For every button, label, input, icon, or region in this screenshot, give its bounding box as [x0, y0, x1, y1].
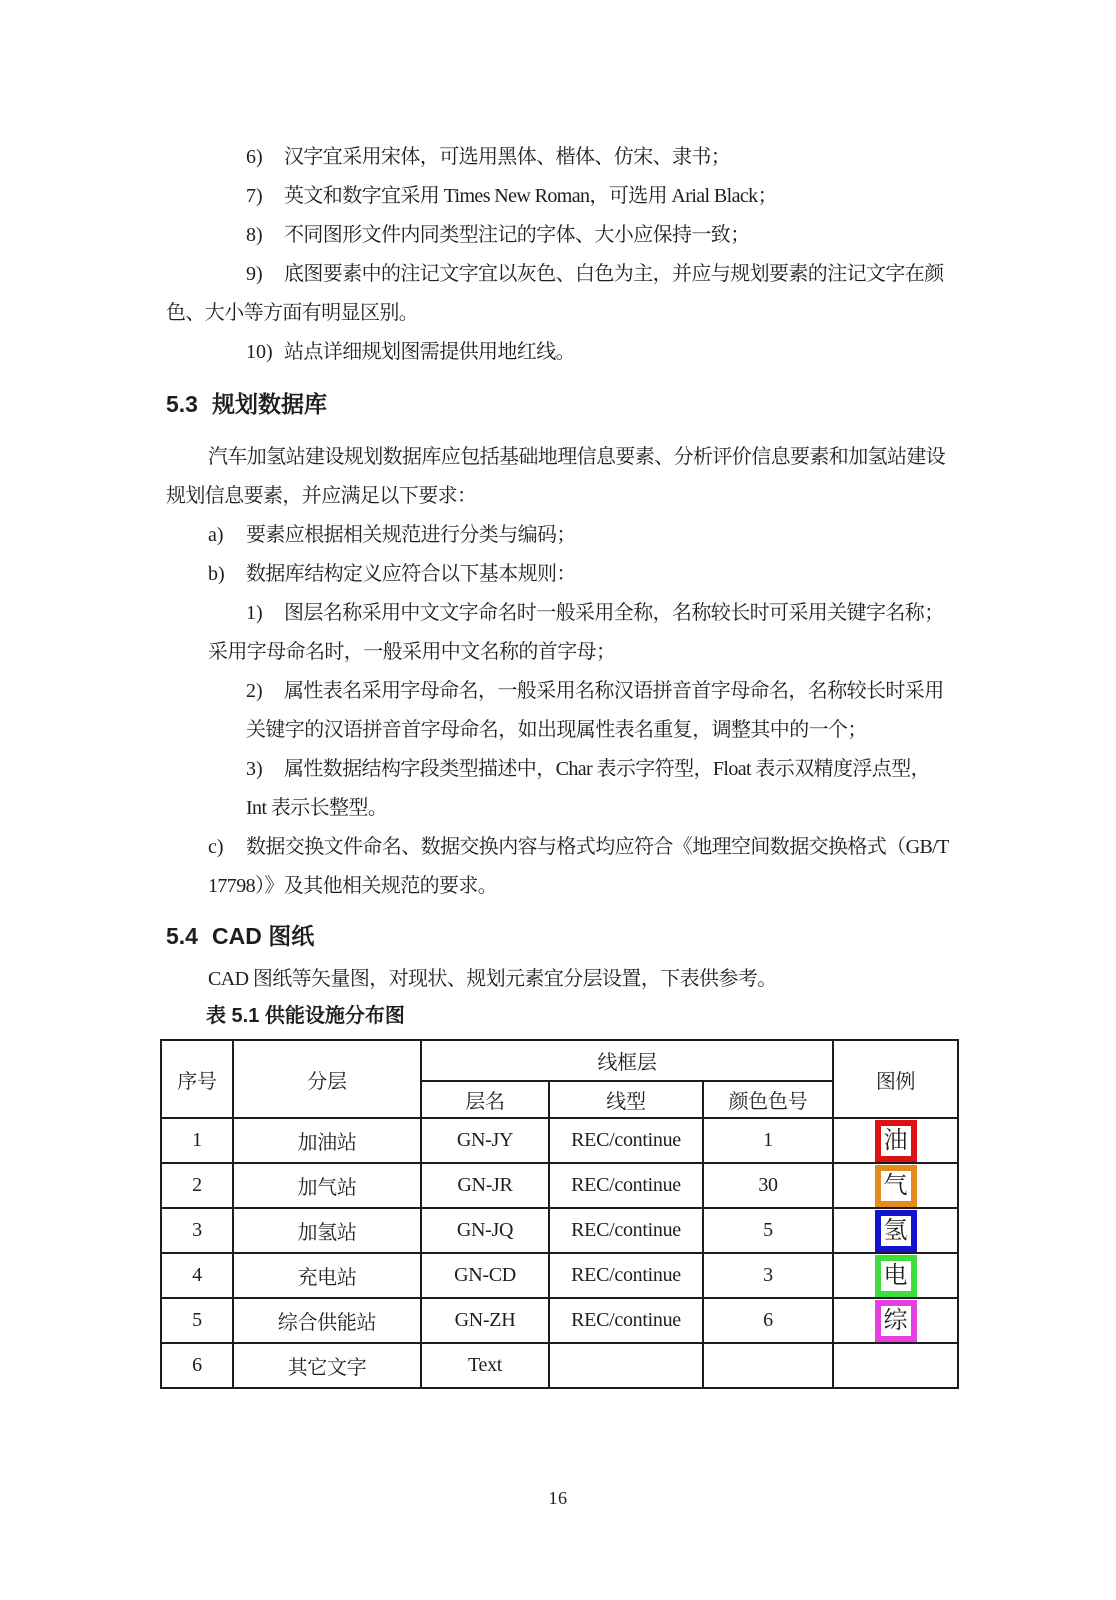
section-number: 5.4	[166, 923, 198, 949]
table-row	[161, 1253, 958, 1298]
cell-index: 1	[161, 1118, 233, 1163]
list-text: 不同图形文件内同类型注记的字体、大小应保持一致；	[284, 224, 750, 246]
list-item	[166, 516, 956, 555]
legend-swatch: 综	[875, 1300, 917, 1342]
cell-linetype: REC/continue	[549, 1298, 703, 1343]
cell-color-no: 30	[703, 1163, 833, 1208]
list-marker: 1)	[246, 602, 263, 624]
cell-layer: 综合供能站	[233, 1298, 421, 1343]
cell-layer: 加氢站	[233, 1208, 421, 1253]
header-cell-lineframe-group: 线框层	[421, 1040, 833, 1081]
cell-linetype	[549, 1343, 703, 1388]
section-5-3-body	[166, 438, 956, 906]
header-cell-linetype: 线型	[549, 1081, 703, 1118]
list-item	[166, 750, 956, 789]
list-item	[166, 828, 956, 867]
list-marker: a)	[208, 524, 224, 546]
list-item-continuation	[166, 711, 956, 750]
list-item	[166, 138, 956, 177]
cell-linetype: REC/continue	[549, 1208, 703, 1253]
page-number: 16	[548, 1488, 568, 1508]
header-cell-legend: 图例	[833, 1040, 958, 1118]
list-item	[166, 555, 956, 594]
section-title: 规划数据库	[211, 391, 327, 417]
list-marker: b)	[208, 563, 225, 585]
cell-index: 3	[161, 1208, 233, 1253]
list-item-continuation	[166, 294, 956, 333]
list-text: 色、大小等方面有明显区别。	[166, 302, 419, 324]
list-item	[166, 594, 956, 633]
list-text: 17798）》及其他相关规范的要求。	[208, 875, 498, 897]
cell-name: GN-ZH	[421, 1298, 549, 1343]
section-heading-5-3	[166, 389, 956, 419]
page-content	[166, 0, 956, 1389]
table-row	[161, 1298, 958, 1343]
header-cell-color-no: 颜色色号	[703, 1081, 833, 1118]
cell-index: 6	[161, 1343, 233, 1388]
cell-legend	[833, 1253, 958, 1298]
list-marker: 3)	[246, 758, 263, 780]
cell-color-no	[703, 1343, 833, 1388]
paragraph-line	[166, 438, 956, 477]
cell-index: 5	[161, 1298, 233, 1343]
cell-linetype: REC/continue	[549, 1118, 703, 1163]
list-text: 数据库结构定义应符合以下基本规则：	[246, 563, 576, 585]
paragraph-text: 规划信息要素，并应满足以下要求：	[166, 485, 477, 507]
list-6-10	[166, 138, 956, 372]
list-marker: c)	[208, 836, 224, 858]
cell-legend	[833, 1118, 958, 1163]
list-text: 数据交换文件命名、数据交换内容与格式均应符合《地理空间数据交换格式（GB/T	[246, 836, 949, 858]
list-text: 图层名称采用中文文字命名时一般采用全称，名称较长时可采用关键字名称；	[284, 602, 944, 624]
list-text: 站点详细规划图需提供用地红线。	[284, 341, 575, 363]
cell-color-no: 1	[703, 1118, 833, 1163]
cell-legend	[833, 1163, 958, 1208]
cell-name: GN-JY	[421, 1118, 549, 1163]
cell-index: 2	[161, 1163, 233, 1208]
list-marker: 10)	[246, 341, 273, 363]
list-text: 采用字母命名时，一般采用中文名称的首字母；	[208, 641, 616, 663]
list-text: 底图要素中的注记文字宜以灰色、白色为主，并应与规划要素的注记文字在颜	[284, 263, 944, 285]
paragraph-line	[166, 960, 956, 999]
cell-legend	[833, 1298, 958, 1343]
list-text: 属性表名采用字母命名，一般采用名称汉语拼音首字母命名，名称较长时采用	[284, 680, 944, 702]
list-text: 要素应根据相关规范进行分类与编码；	[246, 524, 576, 546]
section-heading-5-4	[166, 921, 956, 951]
list-marker: 2)	[246, 680, 263, 702]
cell-color-no: 5	[703, 1208, 833, 1253]
list-marker: 9)	[246, 263, 263, 285]
cell-name: GN-CD	[421, 1253, 549, 1298]
list-marker: 8)	[246, 224, 263, 246]
cell-linetype: REC/continue	[549, 1253, 703, 1298]
section-title: CAD 图纸	[211, 923, 315, 949]
cell-name: GN-JQ	[421, 1208, 549, 1253]
legend-swatch: 油	[875, 1120, 917, 1162]
list-item-continuation	[166, 867, 956, 906]
list-item-continuation	[166, 633, 956, 672]
legend-swatch: 氢	[875, 1210, 917, 1252]
paragraph-text: CAD 图纸等矢量图，对现状、规划元素宜分层设置，下表供参考。	[208, 968, 777, 990]
header-cell-name: 层名	[421, 1081, 549, 1118]
layer-table	[160, 1039, 959, 1389]
list-item	[166, 333, 956, 372]
list-item	[166, 216, 956, 255]
legend-swatch: 气	[875, 1165, 917, 1207]
list-text: Int 表示长整型。	[246, 797, 388, 819]
list-item	[166, 672, 956, 711]
list-text: 属性数据结构字段类型描述中，Char 表示字符型，Float 表示双精度浮点型，	[284, 758, 930, 780]
list-item	[166, 255, 956, 294]
header-cell-index: 序号	[161, 1040, 233, 1118]
table-row	[161, 1118, 958, 1163]
cell-layer: 加油站	[233, 1118, 421, 1163]
list-item-continuation	[166, 789, 956, 828]
table-row	[161, 1208, 958, 1253]
legend-swatch: 电	[875, 1255, 917, 1297]
cell-legend	[833, 1208, 958, 1253]
list-item	[166, 177, 956, 216]
paragraph-line	[166, 477, 956, 516]
list-text: 汉字宜采用宋体，可选用黑体、楷体、仿宋、隶书；	[284, 146, 731, 168]
cell-index: 4	[161, 1253, 233, 1298]
cell-layer: 充电站	[233, 1253, 421, 1298]
cell-color-no: 3	[703, 1253, 833, 1298]
table-row	[161, 1163, 958, 1208]
cell-color-no: 6	[703, 1298, 833, 1343]
paragraph-text: 汽车加氢站建设规划数据库应包括基础地理信息要素、分析评价信息要素和加氢站建设	[208, 446, 946, 468]
cell-layer: 其它文字	[233, 1343, 421, 1388]
header-cell-layer: 分层	[233, 1040, 421, 1118]
cell-layer: 加气站	[233, 1163, 421, 1208]
list-marker: 6)	[246, 146, 263, 168]
list-text: 关键字的汉语拼音首字母命名，如出现属性表名重复，调整其中的一个；	[246, 719, 867, 741]
list-text: 英文和数字宜采用 Times New Roman，可选用 Arial Black；	[284, 185, 777, 207]
cell-legend	[833, 1343, 958, 1388]
table-header-row-1	[161, 1040, 958, 1081]
section-number: 5.3	[166, 391, 198, 417]
table-caption: 表 5.1 供能设施分布图	[206, 1005, 405, 1027]
table-row	[161, 1343, 958, 1388]
cell-name: GN-JR	[421, 1163, 549, 1208]
cell-name: Text	[421, 1343, 549, 1388]
cell-linetype: REC/continue	[549, 1163, 703, 1208]
list-marker: 7)	[246, 185, 263, 207]
